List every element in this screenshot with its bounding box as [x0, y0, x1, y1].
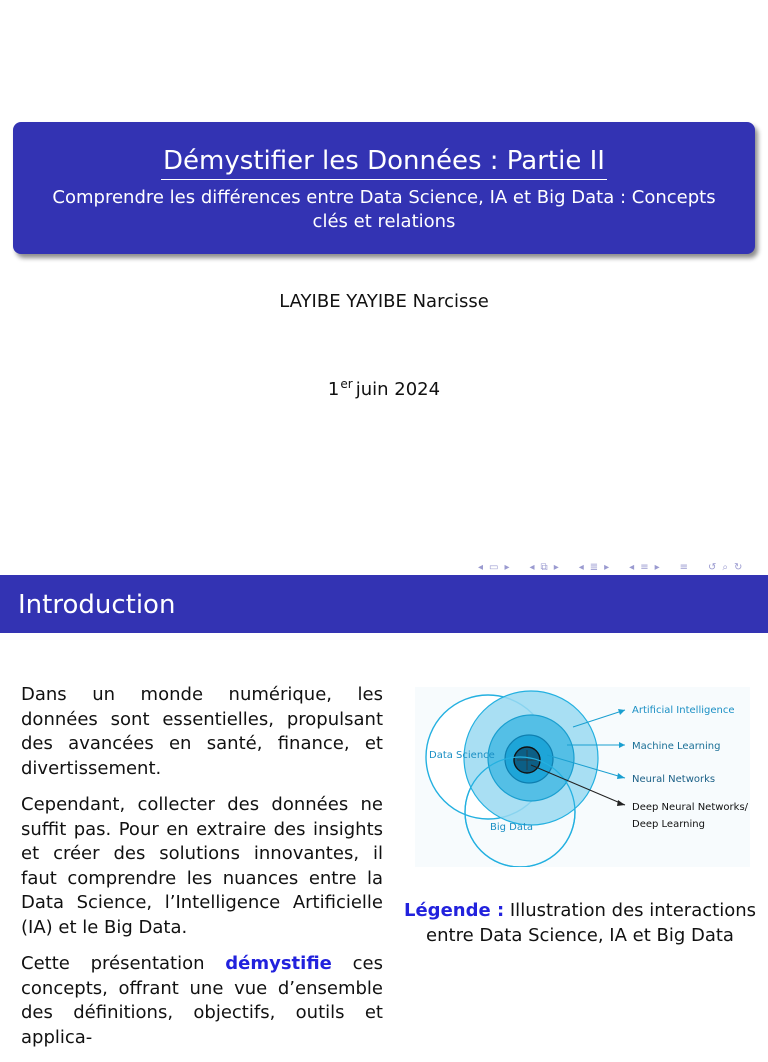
dnn-label-line2: Deep Learning	[632, 819, 705, 830]
paragraph3-start: Cette présentation	[21, 953, 226, 974]
intro-paragraph-1: Dans un monde numérique, les données sont essentielles, propulsant des avancées en santé, finance, et divertissement.	[21, 684, 383, 779]
nav-undo-icon[interactable]: ↺	[708, 561, 717, 573]
intro-paragraph-3	[21, 952, 383, 1050]
nav-next-subsection-icon[interactable]: ▸	[553, 561, 559, 573]
venn-diagram-figure	[415, 687, 750, 867]
frame-title: Introduction	[18, 590, 176, 620]
ai-label: Artificial Intelligence	[632, 705, 735, 716]
nav-section-icon[interactable]: ≣	[589, 561, 599, 573]
paragraph3-end: ces concepts, offrant une vue d’ensemble des définitions, objectifs, outils et applica-	[21, 953, 383, 1048]
nn-label: Neural Networks	[632, 774, 716, 785]
intro-paragraph-2: Cependant, collecter des données ne suffit pas. Pour en extraire des insights et créer des solutions innovantes, il faut comprendre les nuances entre la Data Science, l’Intelligence Artificielle (IA) et le Big Data.	[21, 794, 383, 938]
figure-caption	[400, 898, 760, 948]
nav-prev-section-icon[interactable]: ◂	[578, 561, 584, 573]
data-science-label: Data Science	[429, 750, 495, 761]
emphasis-demystifie: démystifie	[225, 953, 332, 974]
nav-next-frame-icon[interactable]: ▸	[504, 561, 510, 573]
caption-text: Illustration des interactions entre Data Science, IA et Big Data	[426, 900, 756, 946]
presentation-title: Démystifier les Données : Partie II	[161, 145, 607, 180]
presentation-subtitle: Comprendre les différences entre Data Science, IA et Big Data : Concepts clés et relations	[52, 187, 716, 232]
beamer-navigation-bar	[478, 561, 768, 573]
nav-frame-icon[interactable]: ▭	[489, 561, 499, 573]
nav-prev-frame-icon[interactable]: ◂	[478, 561, 484, 573]
nav-search-icon[interactable]: ⌕	[722, 561, 729, 573]
nav-next-section-icon[interactable]: ▸	[604, 561, 610, 573]
nav-doc-icon[interactable]: ≡	[640, 561, 649, 573]
dnn-label-line1: Deep Neural Networks/	[632, 802, 749, 813]
frame-title-bar	[0, 575, 768, 633]
caption-label: Légende :	[404, 900, 505, 921]
nav-subsection-icon[interactable]: ⧉	[540, 561, 548, 573]
nav-appendix-icon[interactable]: ≡	[679, 561, 689, 573]
nav-prev-subsection-icon[interactable]: ◂	[529, 561, 535, 573]
introduction-slide	[0, 575, 768, 1048]
date-ordinal: er	[340, 377, 353, 391]
big-data-label: Big Data	[490, 822, 534, 833]
ml-label: Machine Learning	[632, 741, 721, 752]
title-block	[13, 122, 755, 254]
date-rest: juin 2024	[355, 379, 441, 400]
intro-text-column	[21, 683, 383, 1062]
nav-next-doc-icon[interactable]: ▸	[654, 561, 660, 573]
date-day: 1	[327, 379, 340, 400]
author-name: LAYIBE YAYIBE Narcisse	[279, 291, 489, 312]
presentation-date	[0, 377, 768, 400]
nav-redo-icon[interactable]: ↻	[734, 561, 743, 573]
nav-prev-doc-icon[interactable]: ◂	[629, 561, 635, 573]
